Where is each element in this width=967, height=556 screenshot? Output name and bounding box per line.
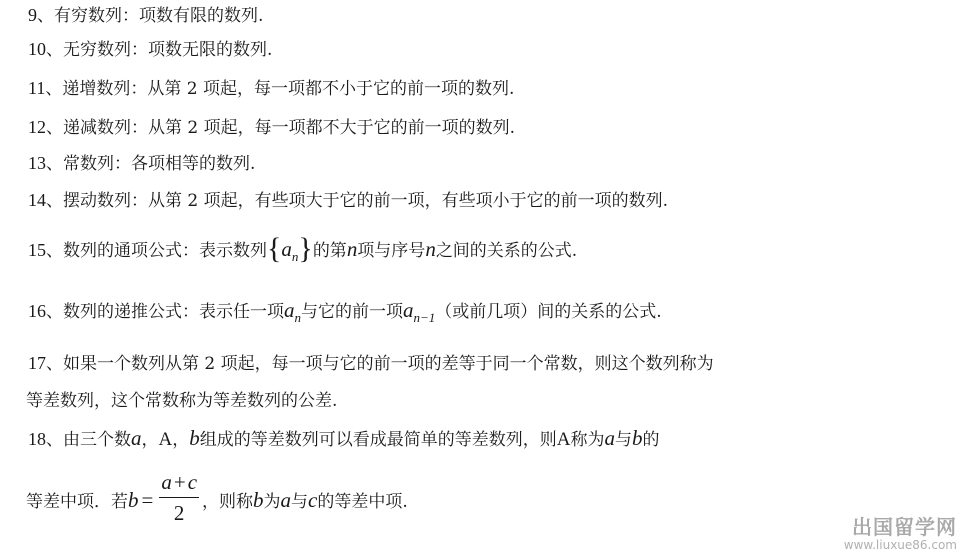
math-a: a: [281, 237, 292, 261]
math-subscript-n: n: [291, 249, 299, 264]
line-text: ，: [172, 430, 190, 450]
math-equals: =: [141, 488, 154, 512]
line-text: 、如果一个数列从第 2 项起，每一项与它的前一项的差等于同一个常数，则这个数列称为: [46, 354, 714, 374]
math-subscript-n: n: [294, 310, 301, 325]
line-text: 、递增数列：从第 2 项起，每一项都不小于它的前一项的数列.: [45, 79, 515, 99]
math-a: a: [284, 298, 295, 322]
line-text: 、无穷数列：项数无限的数列.: [46, 40, 273, 60]
line-text: 、数列的通项公式：表示数列: [46, 241, 267, 261]
line-text: ，则称: [202, 492, 254, 512]
math-b: b: [631, 426, 643, 450]
line-11: [28, 76, 514, 101]
line-text: 为: [263, 492, 281, 512]
item-number: 13: [28, 153, 46, 173]
item-number: 9: [28, 5, 37, 25]
item-number: 12: [28, 117, 46, 137]
fraction-denominator: 2: [173, 501, 185, 525]
line-text: （或前几项）间的关系的公式.: [435, 302, 662, 322]
line-text: 、递减数列：从第 2 项起，每一项都不大于它的前一项的数列.: [46, 118, 516, 138]
line-text: 与: [291, 492, 309, 512]
item-number: 15: [28, 240, 46, 260]
line-text: 与: [614, 430, 632, 450]
math-n: n: [346, 237, 358, 261]
item-number: 18: [28, 429, 46, 449]
line-17a: [28, 351, 714, 376]
line-14: [28, 188, 668, 213]
line-9: [28, 3, 263, 28]
math-a: a: [403, 298, 414, 322]
line-text: 的第: [312, 241, 347, 261]
line-17b: [26, 389, 337, 413]
math-plus: +: [173, 470, 186, 494]
item-number: 16: [28, 301, 46, 321]
line-text: 、常数列：各项相等的数列.: [46, 154, 256, 174]
item-number: 14: [28, 190, 46, 210]
math-c: c: [308, 488, 318, 512]
math-a: a: [280, 488, 292, 512]
watermark-site-name: 出国留学网: [852, 515, 957, 539]
line-16: [28, 298, 662, 325]
line-18a: [28, 426, 659, 452]
line-text: 等差数列，这个常数称为等差数列的公差.: [26, 391, 338, 411]
line-text: 的等差中项.: [317, 492, 408, 512]
line-text: 、摆动数列：从第 2 项起，有些项大于它的前一项，有些项小于它的前一项的数列.: [46, 191, 669, 211]
math-c: c: [187, 470, 198, 494]
line-text: ，: [141, 430, 159, 450]
line-text: 、有穷数列：项数有限的数列.: [37, 6, 264, 26]
brace-open: {: [267, 232, 282, 265]
line-12: [28, 115, 515, 140]
brace-close: }: [298, 232, 313, 265]
watermark-url: www.liuxue86.com: [843, 538, 957, 552]
line-text: 与它的前一项: [301, 302, 403, 322]
math-a: a: [161, 470, 172, 494]
line-text: 项与序号: [357, 241, 426, 261]
math-b: b: [128, 488, 139, 512]
line-text: 之间的关系的公式.: [435, 241, 578, 261]
math-b: b: [253, 488, 264, 512]
line-15: [28, 232, 578, 265]
line-text: 组成的等差数列可以看成最简单的等差数列，则: [199, 430, 557, 450]
math-subscript-n-minus-1: n−1: [413, 310, 436, 325]
line-text: 、数列的递推公式：表示任一项: [46, 302, 284, 322]
math-A: A: [556, 429, 571, 450]
line-13: [28, 151, 255, 176]
fraction-numerator: [159, 469, 199, 498]
math-b: b: [189, 426, 200, 450]
line-10: [28, 37, 272, 62]
math-a: a: [131, 426, 142, 450]
line-18b: [26, 470, 408, 532]
item-number: 17: [28, 353, 46, 373]
watermark: [844, 511, 957, 552]
item-number: 10: [28, 39, 46, 59]
line-text: 、由三个数: [46, 430, 131, 450]
math-fraction: [159, 469, 199, 528]
line-text: 等差中项．若: [26, 492, 128, 512]
math-n: n: [425, 237, 436, 261]
line-text: 称为: [570, 430, 605, 450]
math-a: a: [604, 426, 615, 450]
line-text: 的: [642, 430, 660, 450]
math-A: A: [158, 429, 173, 450]
item-number: 11: [28, 78, 46, 98]
